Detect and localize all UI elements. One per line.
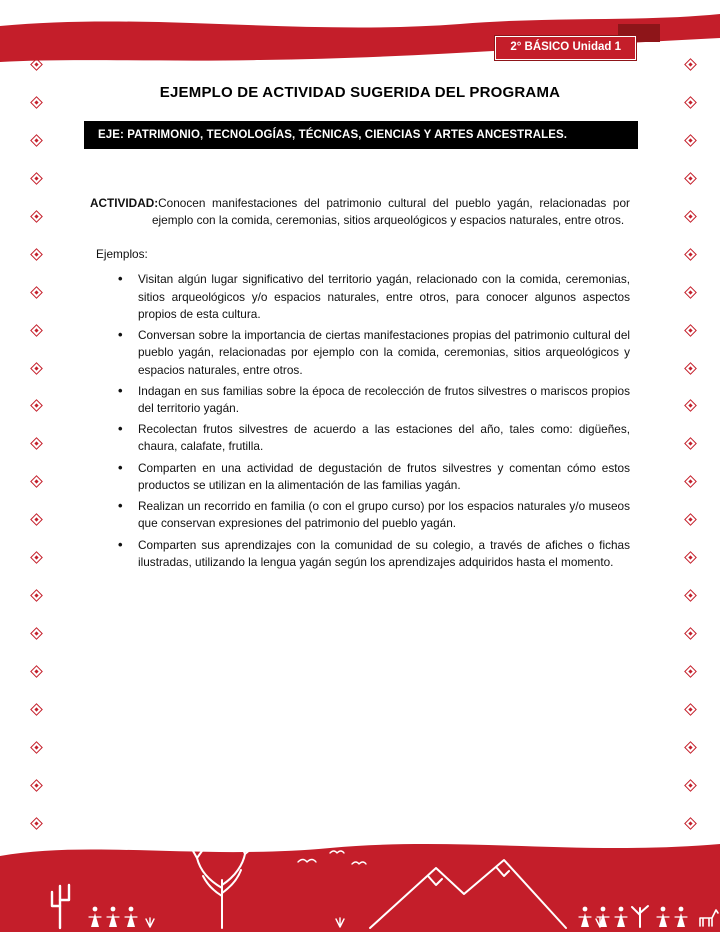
activity-label: ACTIVIDAD: xyxy=(90,196,159,210)
page-content xyxy=(90,84,630,575)
diamond-ornament-icon xyxy=(30,551,43,564)
diamond-ornament-icon xyxy=(30,703,43,716)
diamond-ornament-icon xyxy=(30,134,43,147)
diamond-ornament-icon xyxy=(30,58,43,71)
diamond-ornament-icon xyxy=(684,400,697,413)
bullet-icon: • xyxy=(118,536,123,552)
diamond-ornament-icon xyxy=(684,475,697,488)
diamond-ornament-icon xyxy=(684,741,697,754)
diamond-ornament-icon xyxy=(684,589,697,602)
diamond-ornament-icon xyxy=(30,627,43,640)
diamond-ornament-icon xyxy=(684,210,697,223)
example-text: Realizan un recorrido en familia (o con el grupo curso) por los espacios naturales y/o museos que conservan expresiones del patrimonio del pueblo yagán. xyxy=(138,499,630,531)
examples-list xyxy=(90,271,630,571)
footer-band xyxy=(0,844,720,932)
example-item xyxy=(90,383,630,417)
example-text: Conversan sobre la importancia de ciertas manifestaciones propias del patrimonio cultural del pueblo yagán, relacionadas por ejemplo con la comida, ceremonias, sitios arqueológicos y espacios naturales, entre otros. xyxy=(138,328,630,377)
diamond-ornament-icon xyxy=(30,438,43,451)
activity-text: Conocen manifestaciones del patrimonio cultural del pueblo yagán, relacionadas por ejemplo con la comida, ceremonias, sitios arqueológicos y espacios naturales, entre otros. xyxy=(152,196,630,228)
diamond-ornament-icon xyxy=(30,513,43,526)
example-item xyxy=(90,537,630,571)
diamond-ornament-icon xyxy=(684,551,697,564)
diamond-ornament-icon xyxy=(684,96,697,109)
diamond-ornament-icon xyxy=(30,324,43,337)
diamond-ornament-icon xyxy=(684,513,697,526)
diamond-ornament-icon xyxy=(684,248,697,261)
diamond-ornament-icon xyxy=(30,248,43,261)
activity-paragraph xyxy=(90,195,630,229)
diamond-ornament-icon xyxy=(30,779,43,792)
example-text: Recolectan frutos silvestres de acuerdo a las estaciones del año, tales como: digüeñes, chaura, calafate, frutilla. xyxy=(138,422,630,454)
example-item xyxy=(90,271,630,323)
examples-label: Ejemplos: xyxy=(96,247,148,262)
bullet-icon: • xyxy=(118,271,123,287)
example-item xyxy=(90,460,630,494)
diamond-ornament-icon xyxy=(684,665,697,678)
diamond-ornament-icon xyxy=(30,589,43,602)
diamond-ornament-icon xyxy=(684,627,697,640)
diamond-ornament-icon xyxy=(684,362,697,375)
bullet-icon: • xyxy=(118,382,123,398)
diamond-ornament-icon xyxy=(30,210,43,223)
footer-graphic xyxy=(0,830,720,932)
example-text: Visitan algún lugar significativo del territorio yagán, relacionado con la comida, ceremonias, sitios arqueológicos y/o espacios naturales, entre otros, para conocer algunos aspectos propios de esta cultura. xyxy=(138,272,630,321)
bullet-icon: • xyxy=(118,421,123,437)
diamond-ornament-icon xyxy=(684,703,697,716)
example-text: Indagan en sus familias sobre la época de recolección de frutos silvestres o mariscos propios del territorio yagán. xyxy=(138,383,630,415)
example-text: Comparten en una actividad de degustación de frutos silvestres y comentan cómo estos productos se utilizan en la alimentación de las familias yagán. xyxy=(138,460,630,492)
bullet-icon: • xyxy=(118,327,123,343)
diamond-ornament-icon xyxy=(30,400,43,413)
diamond-ornament-icon xyxy=(684,58,697,71)
bullet-icon: • xyxy=(118,459,123,475)
diamond-ornament-icon xyxy=(684,134,697,147)
diamond-ornament-icon xyxy=(30,475,43,488)
diamond-ornament-icon xyxy=(30,665,43,678)
page-title: EJEMPLO DE ACTIVIDAD SUGERIDA DEL PROGRAMA xyxy=(159,84,561,101)
diamond-ornament-icon xyxy=(684,779,697,792)
bullet-icon: • xyxy=(118,498,123,514)
example-item xyxy=(90,327,630,379)
diamond-ornament-icon xyxy=(684,172,697,185)
diamond-ornament-icon xyxy=(684,817,697,830)
eje-strip: EJE: PATRIMONIO, TECNOLOGÍAS, TÉCNICAS, CIENCIAS Y ARTES ANCESTRALES. xyxy=(84,121,638,149)
diamond-ornament-icon xyxy=(30,741,43,754)
example-text: Comparten sus aprendizajes con la comunidad de su colegio, a través de afiches o fichas ilustradas, utilizando la lengua yagán según los aprendizajes adquiridos hasta el momento. xyxy=(138,537,630,569)
diamond-ornament-icon xyxy=(684,286,697,299)
unit-badge: 2° BÁSICO Unidad 1 xyxy=(495,36,636,60)
footer-illustration xyxy=(0,830,720,932)
diamond-ornament-icon xyxy=(30,286,43,299)
ornament-column-left xyxy=(28,60,44,828)
diamond-ornament-icon xyxy=(30,362,43,375)
diamond-ornament-icon xyxy=(30,817,43,830)
example-item xyxy=(90,421,630,455)
example-item xyxy=(90,498,630,532)
diamond-ornament-icon xyxy=(684,324,697,337)
diamond-ornament-icon xyxy=(684,438,697,451)
ornament-column-right xyxy=(682,60,698,828)
diamond-ornament-icon xyxy=(30,96,43,109)
diamond-ornament-icon xyxy=(30,172,43,185)
